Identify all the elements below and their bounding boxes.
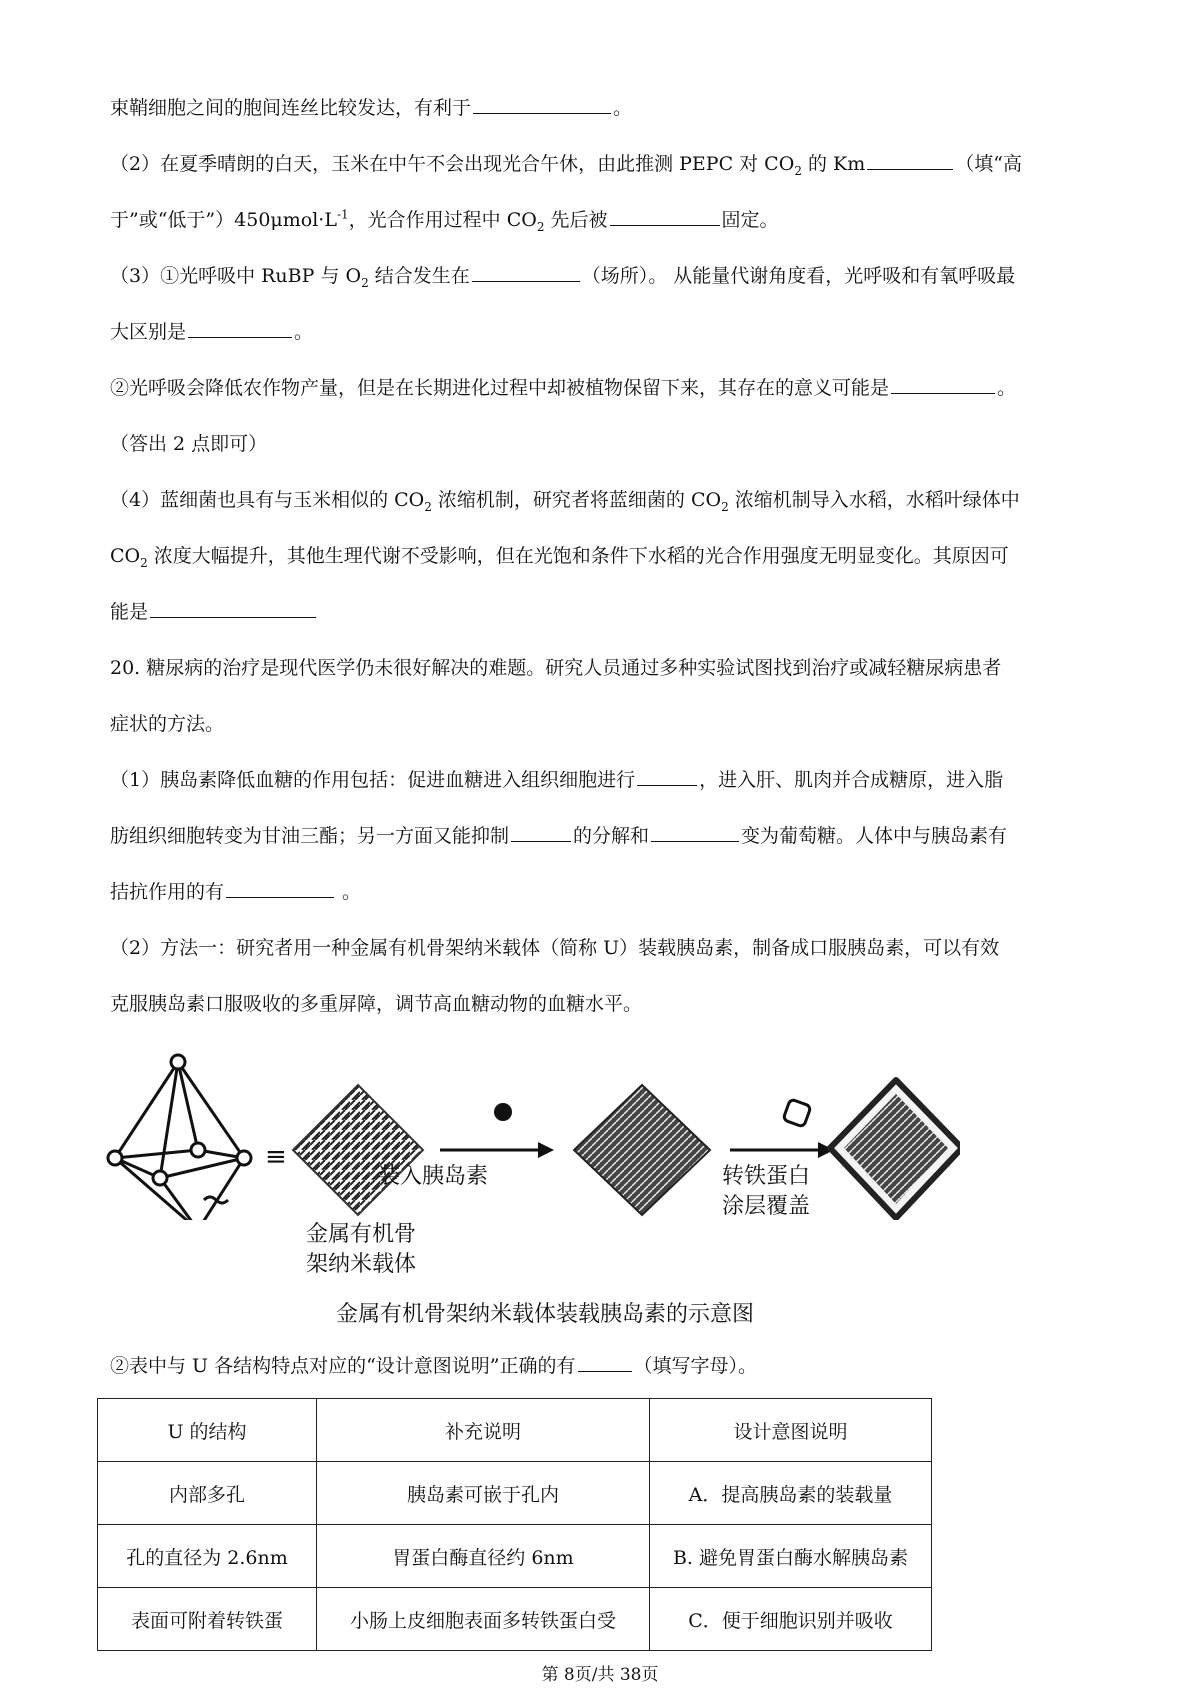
- table-cell: A．提高胰岛素的装载量: [650, 1462, 932, 1525]
- equivalence-symbol: ≡: [265, 1142, 287, 1172]
- table-cell: 胃蛋白酶直径约 6nm: [317, 1525, 650, 1588]
- answer-blank[interactable]: [891, 375, 995, 394]
- para-4a: （4）蓝细菌也具有与玉米相似的 $CO_2$ 浓缩机制，研究者将蓝细菌的 $CO_2$ 浓缩机制导入水稻，水稻叶绿体中: [110, 489, 1020, 514]
- question-20-2b: 克服胰岛素口服吸收的多重屏障，调节高血糖动物的血糖水平。: [110, 993, 643, 1015]
- answer-blank[interactable]: [511, 823, 571, 842]
- table-header-row: [98, 1399, 932, 1462]
- question-20-intro: 20. 糖尿病的治疗是现代医学仍未很好解决的难题。研究人员通过多种实验试图找到治疗或减轻糖尿病患者: [110, 657, 1002, 679]
- table-intro: ②表中与 U 各结构特点对应的“设计意图说明”正确的有 （填写字母）。: [110, 1355, 758, 1377]
- para-2b: 于”或“低于$”)450\mu mol\cdot L^{-1}$，光合作用过程中 $CO_2$ 先后被 固定。: [110, 207, 779, 234]
- question-20-2a: （2）方法一：研究者用一种金属有机骨架纳米载体（简称 U）装载胰岛素，制备成口服胰岛素，可以有效: [110, 937, 1000, 959]
- carrier-loaded: [574, 1085, 710, 1215]
- insulin-molecule-icon: [494, 1103, 512, 1121]
- table-cell: C．便于细胞识别并吸收: [650, 1588, 932, 1651]
- para-2a: （2）在夏季晴朗的白天，玉米在中午不会出现光合午休，由此推测 PEPC 对 $CO_2$ 的 Km （填“高: [110, 153, 1022, 178]
- label-coat-2: 涂层覆盖: [722, 1194, 811, 1219]
- figure-mof-loading: [100, 1050, 960, 1220]
- table-cell: 胰岛素可嵌于孔内: [317, 1462, 650, 1525]
- table-row: [98, 1525, 932, 1588]
- table-row: [98, 1462, 932, 1525]
- label-load-insulin: 装入胰岛素: [378, 1164, 489, 1189]
- para-3d: （答出 2 点即可）: [110, 433, 268, 455]
- carrier-empty: [293, 1085, 423, 1215]
- label-coat-1: 转铁蛋白: [722, 1164, 811, 1189]
- para-4b: $CO_2$ 浓度大幅提升，其他生理代谢不受影响，但在光饱和条件下水稻的光合作用强度无明显变化。其原因可: [110, 545, 1009, 570]
- para-4c: 能是: [110, 598, 318, 626]
- para-3b: 大区别是 。: [110, 321, 314, 343]
- answer-blank[interactable]: [637, 767, 697, 786]
- table-header-cell: U 的结构: [98, 1399, 317, 1462]
- answer-blank[interactable]: [150, 599, 316, 618]
- figure-caption: 金属有机骨架纳米载体装载胰岛素的示意图: [336, 1302, 755, 1327]
- table-header-cell: 补充说明: [317, 1399, 650, 1462]
- table-cell: B. 避免胃蛋白酶水解胰岛素: [650, 1525, 932, 1588]
- answer-blank[interactable]: [472, 263, 580, 282]
- label-carrier-2: 架纳米载体: [306, 1252, 417, 1277]
- para-1: 束鞘细胞之间的胞间连丝比较发达，有利于 。: [110, 97, 633, 119]
- question-20-1c: 拮抗作用的有 。: [110, 881, 362, 903]
- para-3c: ②光呼吸会降低农作物产量，但是在长期进化过程中却被植物保留下来，其存在的意义可能是 。: [110, 377, 1017, 399]
- page-footer: 第 8页/共 38页: [541, 1665, 659, 1685]
- question-20-1b: 肪组织细胞转变为甘油三酯；另一方面又能抑制 的分解和 变为葡萄糖。人体中与胰岛素有: [110, 825, 1008, 847]
- table-cell: 内部多孔: [98, 1462, 317, 1525]
- label-carrier-1: 金属有机骨: [306, 1222, 417, 1247]
- design-table: [97, 1398, 932, 1651]
- figure-mof-diagram: [100, 1050, 960, 1220]
- para-3a: （3）①光呼吸中 RuBP 与 $O_2$ 结合发生在 （场所）。 从能量代谢角度看，光呼吸和有氧呼吸最: [110, 265, 1016, 290]
- answer-blank[interactable]: [226, 879, 334, 898]
- answer-blank[interactable]: [578, 1353, 632, 1372]
- answer-blank[interactable]: [188, 319, 292, 338]
- table-cell: 小肠上皮细胞表面多转铁蛋白受: [317, 1588, 650, 1651]
- table-cell: 孔的直径为 2.6nm: [98, 1525, 317, 1588]
- mof-node-structure: [115, 1062, 244, 1220]
- answer-blank[interactable]: [867, 151, 953, 170]
- answer-blank[interactable]: [610, 207, 720, 226]
- table-cell: 表面可附着转铁蛋: [98, 1588, 317, 1651]
- table-header-cell: 设计意图说明: [650, 1399, 932, 1462]
- question-20-intro-2: 症状的方法。: [110, 713, 225, 735]
- transferrin-icon: [783, 1099, 811, 1127]
- answer-blank[interactable]: [473, 95, 611, 114]
- table-row: [98, 1588, 932, 1651]
- carrier-coated: [844, 1094, 948, 1204]
- answer-blank[interactable]: [651, 823, 739, 842]
- question-20-1a: （1）胰岛素降低血糖的作用包括：促进血糖进入组织细胞进行 ，进入肝、肌肉并合成糖原，进入脂: [110, 769, 1004, 791]
